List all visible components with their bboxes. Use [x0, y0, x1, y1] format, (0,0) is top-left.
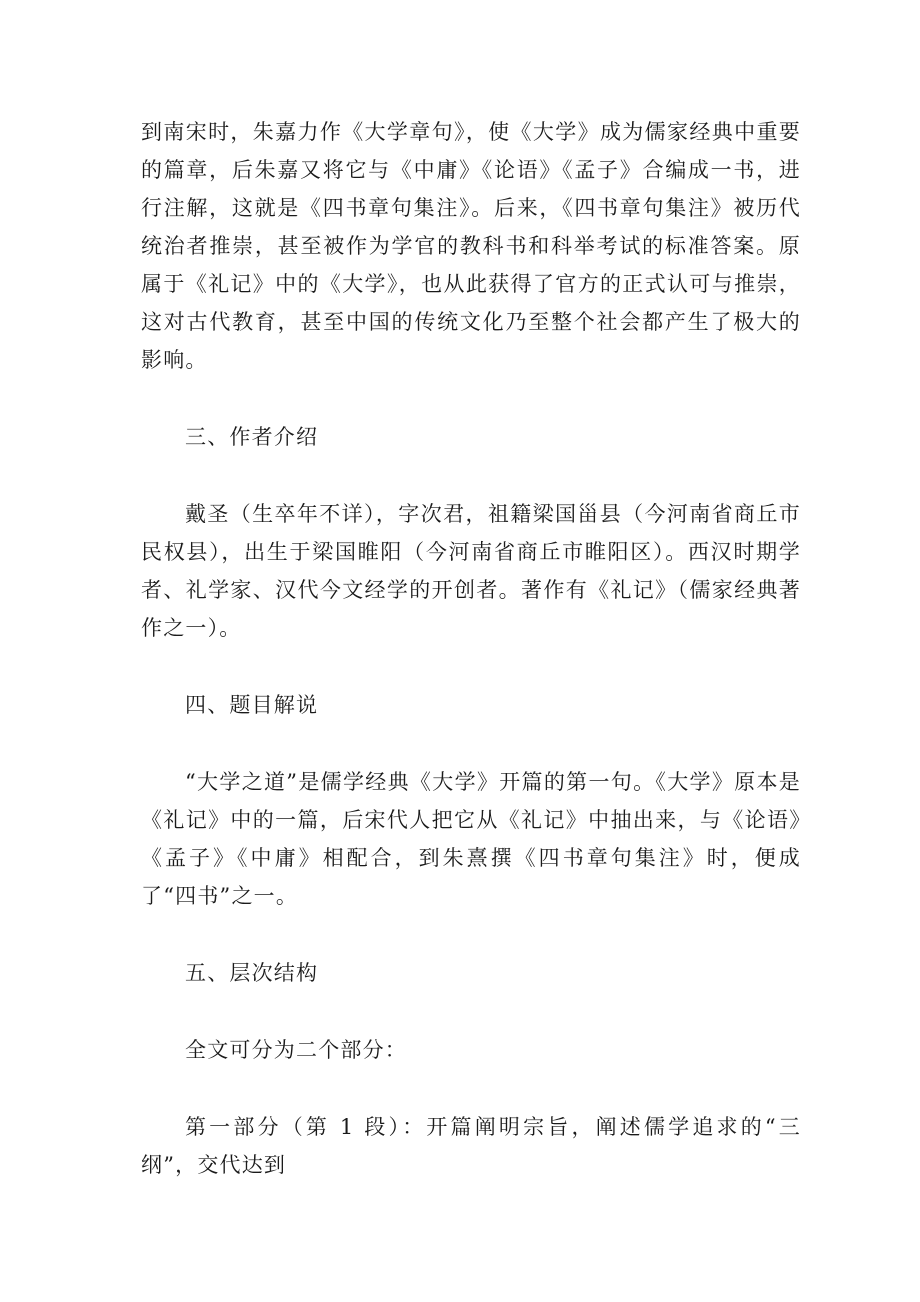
spacer	[141, 456, 801, 495]
part1-paragraph: 第一部分（第 1 段）：开篇阐明宗旨，阐述儒学追求的“三纲”，交代达到	[141, 1115, 801, 1177]
spacer	[141, 724, 801, 763]
spacer	[141, 1069, 801, 1108]
intro-paragraph: 到南宋时，朱嘉力作《大学章句》，使《大学》成为儒家经典中重要的篇章，后朱嘉又将它与《中庸》《论语》《孟子》合编成一书，进行注解，这就是《四书章句集注》。后来，《四书章句集注》被历代统治者推崇，甚至被作为学官的教科书和科举考试的标准答案。原属于《礼记》中的《大学》，也从此获得了官方的正式认可与推崇，这对古代教育，甚至中国的传统文化乃至整个社会都产生了极大的影响。	[141, 120, 801, 372]
spacer	[141, 992, 801, 1031]
parts-paragraph: 全文可分为二个部分：	[185, 1038, 407, 1062]
document-body	[141, 113, 801, 1184]
title-paragraph: “大学之道”是儒学经典《大学》开篇的第一句。《大学》原本是《礼记》中的一篇，后宋代人把它从《礼记》中抽出来，与《论语》《孟子》《中庸》相配合，到朱熹撰《四书章句集注》时，便成了“四书”之一。	[141, 770, 801, 908]
spacer	[141, 915, 801, 954]
spacer	[141, 647, 801, 686]
section-heading-author: 三、作者介绍	[185, 425, 319, 449]
section-heading-title: 四、题目解说	[185, 693, 319, 717]
author-paragraph: 戴圣（生卒年不详），字次君，祖籍梁国甾县（今河南省商丘市民权县），出生于梁国睢阳（今河南省商丘市睢阳区）。西汉时期学者、礼学家、汉代今文经学的开创者。著作有《礼记》（儒家经典著作之一）。	[141, 502, 801, 640]
section-heading-structure: 五、层次结构	[185, 961, 319, 985]
spacer	[141, 379, 801, 418]
